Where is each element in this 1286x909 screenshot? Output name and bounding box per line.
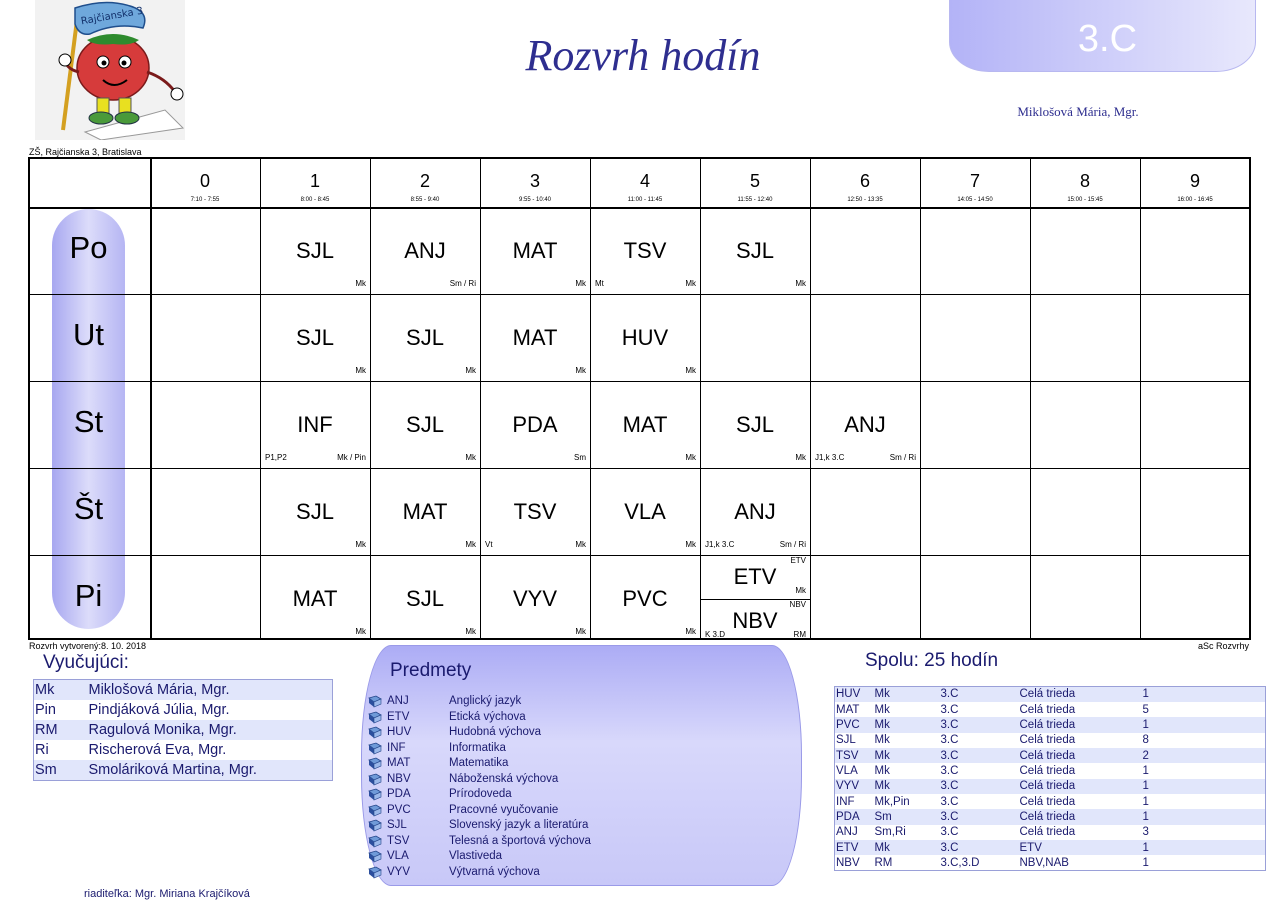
- summary-hours: 1: [1142, 809, 1266, 824]
- book-icon: [368, 695, 382, 708]
- lesson-subject: SJL: [736, 412, 774, 437]
- period-time: 7:10 - 7:55: [190, 197, 220, 203]
- page-title: Rozvrh hodín: [525, 31, 761, 80]
- book-icon: [368, 742, 382, 755]
- lesson-teacher: Mk: [575, 540, 586, 549]
- book-icon: [368, 835, 382, 848]
- period-time: 11:00 - 11:45: [627, 197, 663, 203]
- summary-row: [835, 748, 1266, 763]
- subject-code: VYV: [387, 865, 411, 878]
- lesson-teacher: Mk: [355, 627, 366, 636]
- lesson-room: Vt: [485, 540, 493, 549]
- grid-column-line: [810, 159, 811, 638]
- logo-text: Rajčianska 3: [80, 5, 145, 28]
- summary-hours: 3: [1142, 826, 1149, 839]
- summary-subject: ANJ: [836, 826, 858, 839]
- grid-column-line: [150, 159, 152, 638]
- teacher-row: [34, 680, 333, 700]
- lesson-teacher: Mk: [575, 366, 586, 375]
- lesson-subject: MAT: [512, 238, 558, 263]
- period-number: 8: [1079, 171, 1090, 191]
- subject-name: Pracovné vyučovanie: [449, 803, 559, 816]
- summary-group: Celá trieda: [1019, 703, 1076, 716]
- lesson-teacher: Mk: [795, 453, 806, 462]
- summary-row: [835, 779, 1266, 794]
- summary-class: 3.C: [940, 734, 959, 747]
- lesson-subject: TSV: [623, 238, 667, 263]
- lesson-subject: ANJ: [404, 238, 446, 263]
- lesson-group: NBV: [789, 599, 806, 609]
- summary-hours: 5: [1142, 703, 1149, 716]
- summary-teacher: Mk: [874, 764, 890, 777]
- summary-subject: INF: [836, 795, 855, 808]
- summary-subject: MAT: [836, 703, 860, 716]
- period-number: 1: [309, 171, 320, 191]
- period-number: 2: [419, 171, 430, 191]
- grid-row-line: [30, 555, 1249, 556]
- lesson-teacher: Mk: [795, 279, 806, 288]
- period-number: 9: [1189, 171, 1200, 191]
- teacher-abbr: Pin: [35, 701, 56, 718]
- subject-name: Hudobná výchova: [449, 726, 542, 738]
- lesson-teacher: Sm / Ri: [779, 540, 806, 549]
- class-name: 3.C: [1077, 18, 1138, 60]
- period-number: 5: [749, 171, 760, 191]
- teacher-row: [34, 760, 333, 780]
- summary-row: [835, 855, 1266, 870]
- summary-subject: PDA: [835, 809, 874, 824]
- summary-subject: VLA: [836, 764, 858, 777]
- subject-row: [368, 834, 788, 850]
- teachers-table: [33, 679, 333, 781]
- summary-teacher: Sm: [874, 809, 940, 824]
- lesson-subject: SJL: [296, 325, 334, 350]
- subject-row: [368, 756, 788, 772]
- summary-group: Celá trieda: [1019, 795, 1076, 808]
- period-number: 0: [199, 171, 210, 191]
- subject-row: [368, 818, 788, 834]
- total-hours: Spolu: 25 hodín: [865, 650, 999, 671]
- book-icon: [368, 773, 382, 786]
- summary-subject: NBV: [836, 856, 860, 869]
- lesson-teacher: Mk: [685, 453, 696, 462]
- period-time: 15:00 - 15:45: [1067, 197, 1103, 203]
- day-label: Ut: [73, 317, 104, 352]
- summary-class: 3.C: [940, 826, 959, 839]
- summary-class: 3.C: [940, 764, 959, 777]
- summary-group: Celá trieda: [1019, 779, 1142, 794]
- summary-row: [835, 717, 1266, 732]
- summary-subject: HUV: [835, 687, 874, 702]
- period-time: 8:55 - 9:40: [410, 197, 440, 203]
- summary-group: Celá trieda: [1019, 764, 1076, 777]
- summary-hours: 1: [1142, 717, 1266, 732]
- subject-row: [368, 865, 788, 881]
- subject-row: [368, 772, 788, 788]
- summary-class: 3.C: [940, 795, 959, 808]
- book-icon: [368, 757, 382, 770]
- book-icon: [368, 850, 382, 863]
- summary-row: [835, 840, 1266, 855]
- summary-class: 3.C: [940, 717, 1019, 732]
- teacher-row: [34, 720, 333, 740]
- day-label: Po: [69, 230, 108, 265]
- school-name: ZŠ, Rajčianska 3, Bratislava: [29, 147, 142, 157]
- lesson-subject: TSV: [513, 499, 557, 524]
- subject-code: VLA: [387, 850, 409, 862]
- lesson-teacher: Mk: [355, 279, 366, 288]
- grid-column-line: [590, 159, 591, 638]
- lesson-subject: SJL: [406, 586, 444, 611]
- lesson-teacher: Mk: [685, 540, 696, 549]
- subject-row: [368, 803, 788, 819]
- period-number: 4: [639, 171, 650, 191]
- summary-group: Celá trieda: [1019, 734, 1076, 747]
- lesson-teacher: Mk / Pin: [337, 453, 366, 462]
- day-label: St: [73, 404, 104, 439]
- class-teacher: Miklošová Mária, Mgr.: [1017, 104, 1139, 119]
- summary-hours: 2: [1142, 748, 1266, 763]
- lesson-room: J1,k 3.C: [815, 453, 845, 462]
- teacher-name: Miklošová Mária, Mgr.: [88, 680, 333, 700]
- lesson-subject: ANJ: [734, 499, 776, 524]
- lesson-teacher: Mk: [355, 366, 366, 375]
- summary-class: 3.C: [940, 703, 959, 716]
- summary-group: ETV: [1019, 840, 1142, 855]
- day-label: Št: [73, 491, 104, 526]
- lesson-teacher: Mk: [685, 627, 696, 636]
- lesson-subject: SJL: [406, 325, 444, 350]
- subject-code: TSV: [387, 834, 410, 847]
- summary-row: [835, 809, 1266, 824]
- subject-code: MAT: [387, 757, 411, 769]
- subject-code: SJL: [387, 819, 407, 831]
- summary-teacher: Mk: [874, 687, 940, 702]
- subject-code: PDA: [387, 788, 411, 800]
- lesson-teacher: Sm / Ri: [889, 453, 916, 462]
- book-icon: [368, 866, 382, 879]
- lesson-teacher: Mk: [465, 627, 476, 636]
- lesson-teacher: Mk: [465, 453, 476, 462]
- grid-column-line: [370, 159, 371, 638]
- teacher-name: Ragulová Monika, Mgr.: [88, 720, 333, 740]
- lesson-subject: PVC: [622, 586, 668, 611]
- software-credit: aSc Rozvrhy: [1197, 641, 1249, 651]
- summary-teacher: Mk: [874, 717, 940, 732]
- teacher-row: [34, 740, 333, 760]
- lesson-room: J1,k 3.C: [705, 540, 735, 549]
- teacher-abbr: RM: [34, 720, 88, 740]
- grid-header-line: [30, 207, 1249, 209]
- period-time: 16:00 - 16:45: [1177, 197, 1213, 203]
- subject-code: NBV: [387, 772, 411, 785]
- lesson-teacher: Mk: [465, 540, 476, 549]
- summary-class: 3.C: [940, 840, 1019, 855]
- teachers-heading: Vyučujúci:: [43, 652, 129, 673]
- summary-group: Celá trieda: [1019, 687, 1142, 702]
- summary-subject: SJL: [836, 734, 856, 747]
- summary-group: Celá trieda: [1019, 826, 1076, 839]
- lesson-teacher: Sm / Ri: [449, 279, 476, 288]
- lesson-teacher: Mk: [795, 586, 806, 595]
- book-icon: [368, 804, 382, 817]
- lesson-teacher: Mk: [355, 540, 366, 549]
- subject-name: Výtvarná výchova: [449, 865, 540, 878]
- subject-name: Náboženská výchova: [449, 772, 559, 785]
- grid-column-line: [480, 159, 481, 638]
- summary-class: 3.C,3.D: [940, 856, 980, 869]
- summary-table: [834, 686, 1266, 871]
- grid-column-line: [920, 159, 921, 638]
- period-number: 6: [859, 171, 870, 191]
- summary-teacher: Sm,Ri: [874, 826, 906, 839]
- summary-hours: 1: [1142, 764, 1149, 777]
- lesson-subject: MAT: [292, 586, 338, 611]
- lesson-subject: SJL: [406, 412, 444, 437]
- grid-row-line: [30, 381, 1249, 382]
- summary-class: 3.C: [940, 779, 1019, 794]
- summary-teacher: Mk: [874, 840, 940, 855]
- period-number: 7: [969, 171, 980, 191]
- summary-subject: TSV: [835, 748, 874, 763]
- summary-teacher: RM: [874, 856, 893, 869]
- summary-hours: 1: [1142, 856, 1149, 869]
- subject-row: [368, 741, 788, 757]
- summary-group: NBV,NAB: [1019, 856, 1069, 869]
- lesson-teacher: Mk: [685, 366, 696, 375]
- summary-hours: 1: [1142, 795, 1149, 808]
- subject-code: ETV: [387, 710, 410, 723]
- book-icon: [368, 788, 382, 801]
- lesson-subject: MAT: [402, 499, 448, 524]
- lesson-subject: ETV: [733, 564, 777, 589]
- teacher-name: Pindjáková Júlia, Mgr.: [88, 701, 230, 718]
- teacher-row: [34, 700, 333, 720]
- summary-row: [835, 825, 1266, 840]
- subject-code: PVC: [387, 803, 411, 816]
- book-icon: [368, 726, 382, 739]
- period-time: 9:55 - 10:40: [518, 197, 552, 203]
- summary-teacher: Mk,Pin: [874, 795, 910, 808]
- lesson-teacher: Sm: [574, 453, 586, 462]
- lesson-subject: SJL: [296, 499, 334, 524]
- summary-class: 3.C: [940, 809, 1019, 824]
- subject-name: Slovenský jazyk a literatúra: [449, 819, 589, 831]
- summary-hours: 1: [1142, 840, 1266, 855]
- summary-row: [835, 794, 1266, 809]
- summary-row: [835, 687, 1266, 702]
- lesson-subject: PDA: [512, 412, 558, 437]
- summary-teacher: Mk: [874, 779, 940, 794]
- subject-name: Matematika: [449, 757, 509, 769]
- summary-hours: 1: [1142, 687, 1266, 702]
- period-number: 3: [529, 171, 540, 191]
- subject-row: [368, 725, 788, 741]
- lesson-room: Mt: [595, 279, 604, 288]
- lesson-subject: VLA: [624, 499, 666, 524]
- subject-code: ANJ: [387, 695, 409, 707]
- lesson-room: K 3.D: [705, 629, 726, 639]
- grid-row-line: [30, 294, 1249, 295]
- summary-subject: ETV: [835, 840, 874, 855]
- grid-column-line: [260, 159, 261, 638]
- subject-name: Informatika: [449, 741, 506, 754]
- subject-name: Anglický jazyk: [449, 695, 522, 707]
- lesson-subject: MAT: [512, 325, 558, 350]
- day-label: Pi: [74, 578, 103, 613]
- summary-subject: VYV: [835, 779, 874, 794]
- summary-teacher: Mk: [874, 703, 890, 716]
- teacher-abbr: Mk: [34, 680, 88, 700]
- lesson-subject: SJL: [736, 238, 774, 263]
- summary-group: Celá trieda: [1019, 809, 1142, 824]
- summary-teacher: Mk: [874, 734, 890, 747]
- lesson-teacher: Mk: [465, 366, 476, 375]
- book-icon: [368, 711, 382, 724]
- period-time: 12:50 - 13:35: [847, 197, 883, 203]
- subject-row: [368, 849, 788, 865]
- summary-group: Celá trieda: [1019, 748, 1142, 763]
- lesson-subject: VYV: [512, 586, 558, 611]
- subject-row: [368, 787, 788, 803]
- summary-hours: 8: [1142, 734, 1149, 747]
- subject-row: [368, 694, 788, 710]
- period-time: 8:00 - 8:45: [300, 197, 330, 203]
- created-date: Rozvrh vytvorený:8. 10. 2018: [29, 641, 147, 651]
- lesson-subject: MAT: [622, 412, 668, 437]
- timetable-grid: [28, 157, 1251, 640]
- grid-column-line: [1030, 159, 1031, 638]
- summary-row: [835, 733, 1266, 748]
- subject-name: Etická výchova: [449, 710, 526, 723]
- summary-class: 3.C: [940, 748, 1019, 763]
- summary-teacher: Mk: [874, 748, 940, 763]
- lesson-subject: ANJ: [844, 412, 886, 437]
- summary-subject: PVC: [835, 717, 874, 732]
- teacher-abbr: Sm: [34, 760, 88, 780]
- grid-column-line: [1140, 159, 1141, 638]
- summary-row: [835, 763, 1266, 778]
- lesson-subject: NBV: [732, 607, 778, 633]
- teacher-abbr: Ri: [35, 742, 49, 759]
- teacher-name: Rischerová Eva, Mgr.: [88, 742, 227, 759]
- lesson-room: P1,P2: [265, 453, 287, 462]
- lesson-subject: SJL: [296, 238, 334, 263]
- summary-class: 3.C: [940, 687, 1019, 702]
- subject-name: Vlastiveda: [449, 850, 503, 862]
- lesson-group: ETV: [790, 556, 806, 565]
- subject-code: INF: [387, 741, 406, 754]
- book-icon: [368, 819, 382, 832]
- lesson-teacher: Mk: [685, 279, 696, 288]
- period-time: 14:05 - 14:50: [957, 197, 993, 203]
- lesson-teacher: Mk: [575, 627, 586, 636]
- summary-row: [835, 702, 1266, 717]
- grid-row-line: [30, 468, 1249, 469]
- period-time: 11:55 - 12:40: [737, 197, 773, 203]
- subject-code: HUV: [387, 726, 412, 738]
- subject-name: Prírodoveda: [449, 788, 512, 800]
- subject-name: Telesná a športová výchova: [449, 834, 591, 847]
- teacher-name: Smoláriková Martina, Mgr.: [88, 760, 333, 780]
- summary-hours: 1: [1142, 779, 1266, 794]
- lesson-teacher: Mk: [575, 279, 586, 288]
- subject-row: [368, 710, 788, 726]
- principal-signature: riaditeľka: Mgr. Miriana Krajčíková: [84, 888, 250, 900]
- lesson-teacher: RM: [793, 629, 806, 639]
- subjects-heading: Predmety: [390, 660, 472, 681]
- lesson-subject: HUV: [621, 325, 669, 350]
- summary-group: Celá trieda: [1019, 717, 1142, 732]
- lesson-subject: INF: [297, 412, 333, 437]
